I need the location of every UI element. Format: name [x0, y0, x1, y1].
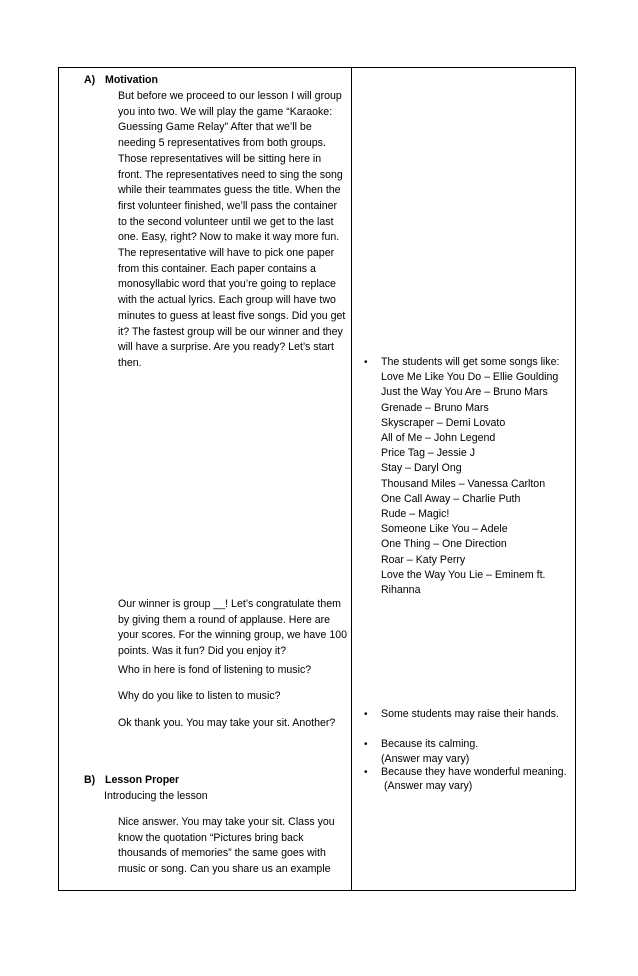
song-item: Skyscraper – Demi Lovato: [381, 416, 506, 429]
question-fond-of-music: Who in here is fond of listening to music?: [118, 664, 312, 676]
winner-line: Our winner is group __! Let’s congratulate them: [118, 598, 341, 610]
raise-hands-text: Some students may raise their hands.: [381, 708, 559, 720]
motivation-line: Those representatives will be sitting here in: [118, 152, 322, 165]
song-item: One Call Away – Charlie Puth: [381, 492, 521, 505]
section-a-label: A): [84, 74, 96, 86]
column-divider: [351, 67, 352, 891]
motivation-line: But before we proceed to our lesson I will group: [118, 90, 342, 102]
winner-paragraph: [118, 597, 350, 660]
motivation-line: needing 5 representatives from both groups.: [118, 137, 326, 150]
question-why-music: Why do you like to listen to music?: [118, 690, 281, 702]
winner-line: points. Was it fun? Did you enjoy it?: [118, 645, 287, 658]
song-item: Someone Like You – Adele: [381, 523, 508, 536]
motivation-line: from this container. Each paper contains a: [118, 262, 316, 275]
songs-list: [381, 355, 559, 598]
song-item: One Thing – One Direction: [381, 538, 507, 551]
because-meaning-text: Because they have wonderful meaning.: [381, 766, 567, 778]
motivation-line: it? The fastest group will be our winner and they: [118, 325, 343, 338]
motivation-line: to the second volunteer until we get to the last: [118, 215, 334, 228]
because-calming-text: Because its calming.: [381, 738, 479, 750]
motivation-line: first volunteer finished, we’ll pass the container: [118, 199, 338, 212]
song-item: Love Me Like You Do – Ellie Goulding: [381, 371, 559, 384]
motivation-line: Guessing Game Relay” After that we’ll be: [118, 121, 312, 134]
motivation-line: monosyllabic word that you’re going to replace: [118, 278, 336, 291]
song-item: Roar – Katy Perry: [381, 553, 466, 566]
motivation-line: with the actual lyrics. Each group will have two: [118, 294, 336, 307]
motivation-line: while their teammates guess the title. When the: [118, 184, 341, 197]
bullet-icon: •: [364, 767, 368, 778]
lesson-line: Nice answer. You may take your sit. Class you: [118, 816, 335, 828]
answer-may-vary-2: (Answer may vary): [384, 780, 473, 792]
winner-line: your scores. For the winning group, we have 100: [118, 629, 348, 642]
lesson-line: music or song. Can you share us an example: [118, 863, 331, 876]
section-b-title: Lesson Proper: [105, 774, 180, 786]
motivation-line: The representative will have to pick one paper: [118, 247, 335, 260]
song-item: Rihanna: [381, 584, 421, 597]
song-item: All of Me – John Legend: [381, 432, 496, 445]
section-b-label: B): [84, 774, 96, 786]
song-item: Price Tag – Jessie J: [381, 447, 476, 460]
song-item: Just the Way You Are – Bruno Mars: [381, 386, 548, 399]
answer-may-vary-1: (Answer may vary): [381, 753, 470, 765]
songs-intro: The students will get some songs like:: [381, 356, 560, 368]
song-item: Stay – Daryl Ong: [381, 462, 462, 475]
motivation-line: one. Easy, right? Now to make it way more fun.: [118, 231, 340, 244]
lesson-line: thousands of memories” the same goes with: [118, 847, 326, 860]
ok-thank-you-text: Ok thank you. You may take your sit. Another?: [118, 717, 336, 729]
section-b-subtitle: Introducing the lesson: [104, 790, 208, 802]
bullet-icon: •: [364, 709, 368, 720]
lesson-line: know the quotation “Pictures bring back: [118, 831, 304, 844]
song-item: Thousand Miles – Vanessa Carlton: [381, 477, 546, 490]
motivation-paragraph: [118, 89, 350, 372]
song-item: Love the Way You Lie – Eminem ft.: [381, 568, 546, 581]
section-a-title: Motivation: [105, 74, 158, 86]
motivation-line: front. The representatives need to sing the song: [118, 168, 343, 181]
bullet-icon: •: [364, 739, 368, 750]
motivation-line: then.: [118, 356, 142, 369]
song-item: Rude – Magic!: [381, 508, 450, 521]
lesson-proper-paragraph: [118, 815, 350, 878]
motivation-line: minutes to guess at least five songs. Did you get: [118, 309, 346, 322]
winner-line: by giving them a round of applause. Here are: [118, 613, 331, 626]
motivation-line: you into two. We will play the game “Karaoke:: [118, 105, 333, 118]
song-item: Grenade – Bruno Mars: [381, 401, 489, 414]
motivation-line: will have a surprise. Are you ready? Let’s start: [118, 341, 334, 354]
bullet-icon: •: [364, 357, 368, 368]
